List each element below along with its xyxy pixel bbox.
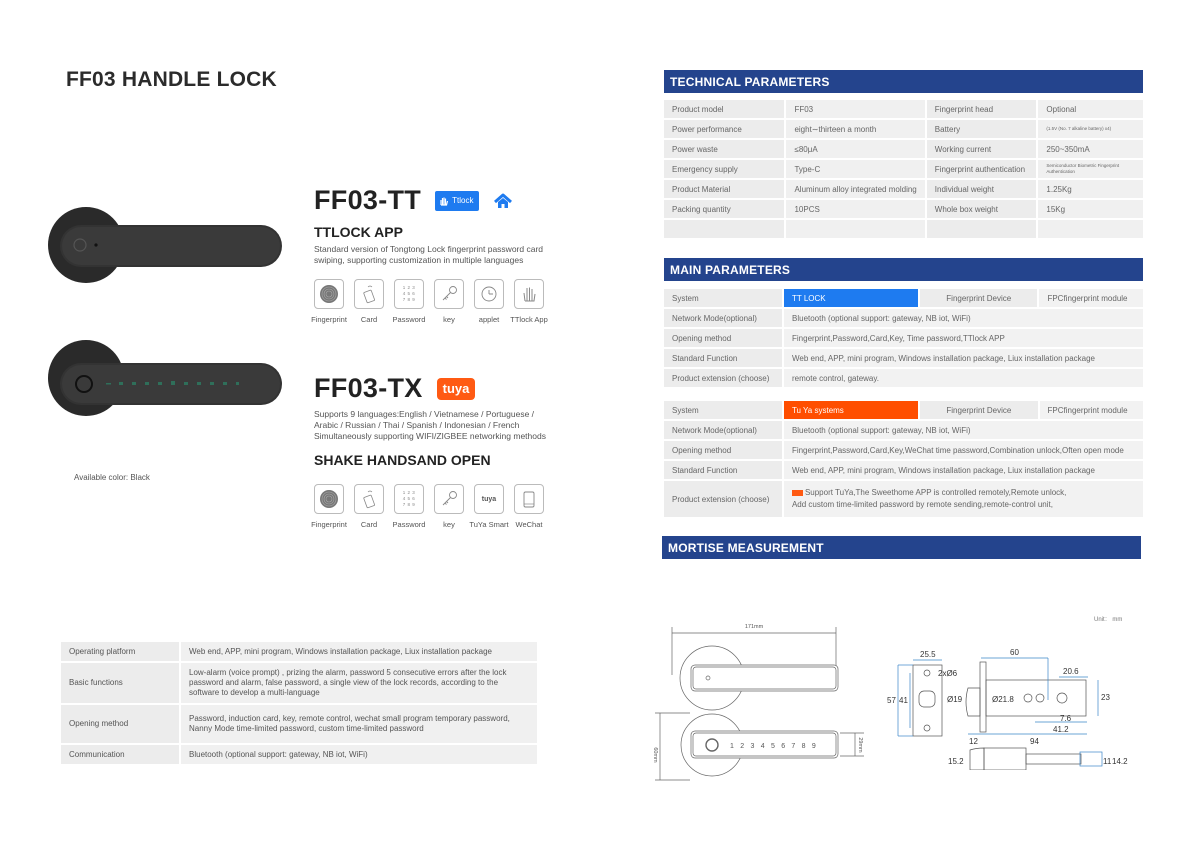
param-key: Product model [664, 100, 784, 118]
ff03-tt-heading [314, 185, 513, 216]
mortise-measurement-header: MORTISE MEASUREMENT [662, 536, 1141, 559]
param-value: (1.5V (No. 7 alkaline battery) x4) [1038, 120, 1143, 138]
param-key: Opening method [664, 441, 782, 459]
param-value: Web end, APP, mini program, Windows installation package, Liux installation package [784, 461, 1143, 479]
param-key: Network Mode(optional) [664, 421, 782, 439]
feature-password [394, 279, 424, 324]
dim-label: 7.6 [1060, 714, 1072, 723]
card-icon [359, 284, 379, 304]
lock-handle-ttlock-image [44, 205, 284, 285]
param-key: Battery [927, 120, 1037, 138]
table-row [61, 663, 537, 703]
description-line: swiping, supporting customization in multiple languages [314, 255, 524, 265]
table-row [664, 200, 1143, 218]
feature-label: applet [478, 315, 500, 324]
ff03-tx-feature-icons [311, 484, 544, 529]
row-key: Operating platform [61, 642, 181, 661]
feature-applet [474, 279, 504, 324]
param-value: Fingerprint,Password,Card,Key, Time password,TTlock APP [784, 329, 1143, 347]
feature-label: Fingerprint [311, 520, 347, 529]
keypad-row: 4 5 6 [402, 496, 416, 501]
param-value: Bluetooth (optional support: gateway, NB iot, WiFi) [784, 421, 1143, 439]
row-key: Opening method [61, 705, 181, 743]
ff03-tx-model-title: FF03-TX [314, 373, 423, 403]
table-row [664, 289, 1143, 307]
technical-parameters-header: TECHNICAL PARAMETERS [664, 70, 1143, 93]
param-key: Opening method [664, 329, 782, 347]
table-row [61, 745, 537, 764]
row-key: Basic functions [61, 663, 181, 703]
dim-label: 12 [969, 737, 978, 746]
table-row [664, 441, 1143, 459]
keypad-row: 4 5 6 [402, 291, 416, 296]
key-icon [439, 489, 459, 509]
extension-line: Support TuYa,The Sweethome APP is controlled remotely,Remote unlock, [804, 488, 1067, 497]
description-line: Simultaneously supporting WIFI/ZIGBEE networking methods [314, 431, 546, 441]
param-key: Emergency supply [664, 160, 784, 178]
table-row [61, 642, 537, 661]
feature-label: TTlock App [510, 315, 548, 324]
param-value: Web end, APP, mini program, Windows installation package, Liux installation package [784, 349, 1143, 367]
dim-label: 25.5 [920, 650, 936, 659]
dim-label: 41 [899, 696, 908, 705]
feature-key [434, 279, 464, 324]
ttlock-badge-label: Ttlock [452, 196, 474, 205]
param-key: Fingerprint authentication [927, 160, 1037, 178]
ff03-tt-description [314, 244, 554, 266]
feature-label: WeChat [515, 520, 543, 529]
param-key: System [664, 401, 782, 419]
param-value: FF03 [786, 100, 924, 118]
empty-cell [1038, 220, 1143, 238]
key-icon [439, 284, 459, 304]
param-key: Power waste [664, 140, 784, 158]
param-value: FPCfingerprint module [1040, 401, 1144, 419]
row-key: Communication [61, 745, 181, 764]
dim-label: Ø19 [947, 695, 963, 704]
ff03-tx-description [314, 409, 554, 442]
param-key: Fingerprint head [927, 100, 1037, 118]
table-row [664, 309, 1143, 327]
feature-label: Fingerprint [311, 315, 347, 324]
unit-label: Unit： mm [1094, 617, 1123, 623]
system-value-tuya: Tu Ya systems [784, 401, 918, 419]
feature-password [394, 484, 424, 529]
param-key: Working current [927, 140, 1037, 158]
param-value: Bluetooth (optional support: gateway, NB iot, WiFi) [784, 309, 1143, 327]
param-key: Standard Function [664, 349, 782, 367]
dim-label: 41.2 [1053, 725, 1069, 734]
description-line: Arabic / Russian / Thai / Spanish / Indonesian / French [314, 420, 520, 430]
feature-card [354, 279, 384, 324]
param-key: Product extension (choose) [664, 369, 782, 387]
tuya-icon-text: tuya [481, 495, 497, 503]
tuya-icon [474, 484, 504, 514]
param-key: Fingerprint Device [920, 401, 1037, 419]
param-value: eight∼thirteen a month [786, 120, 924, 138]
table-row [664, 140, 1143, 158]
param-key: Network Mode(optional) [664, 309, 782, 327]
lock-features-table [61, 640, 537, 766]
description-line: Standard version of Tongtong Lock fingerprint password card [314, 244, 544, 254]
feature-label: key [443, 520, 455, 529]
table-row [664, 160, 1143, 178]
param-value: 1.25Kg [1038, 180, 1143, 198]
keypad-row: 1 2 3 [402, 490, 416, 495]
empty-cell [664, 220, 784, 238]
technical-parameters-table [662, 98, 1145, 240]
dim-label: 57 [887, 696, 896, 705]
available-color-label: Available color: Black [74, 473, 150, 482]
keypad-digits-label: 1 2 3 4 5 6 7 8 9 [730, 743, 818, 750]
empty-cell [927, 220, 1037, 238]
ff03-tt-subtitle: TTLOCK APP [314, 224, 403, 240]
row-value: Password, induction card, key, remote control, wechat small program temporary password, Nanny Mode time-limited password, custom time-limited password [181, 705, 537, 743]
dim-label: 14.2 [1112, 757, 1128, 766]
fingerprint-icon [318, 488, 340, 510]
param-value: Fingerprint,Password,Card,Key,WeChat time password,Combination unlock,Often open mode [784, 441, 1143, 459]
tuya-badge: tuya [437, 378, 476, 400]
keypad-icon [394, 484, 424, 514]
card-icon [359, 489, 379, 509]
table-row [664, 100, 1143, 118]
lock-handle-tuya-image [44, 338, 284, 418]
phone-icon [519, 489, 539, 509]
dim-label: 20.6 [1063, 667, 1079, 676]
table-row-empty [664, 220, 1143, 238]
param-value: ≤80μA [786, 140, 924, 158]
feature-fingerprint [311, 484, 347, 529]
dim-length-label: 171mm [744, 624, 764, 630]
param-value: Aluminum alloy integrated molding [786, 180, 924, 198]
feature-fingerprint [311, 279, 347, 324]
description-line: Supports 9 languages:English / Vietnamese / Portuguese / [314, 409, 535, 419]
table-row [664, 349, 1143, 367]
keypad-icon [394, 279, 424, 309]
feature-key [434, 484, 464, 529]
dim-label: 60 [1010, 648, 1019, 657]
row-value: Bluetooth (optional support: gateway, NB iot, WiFi) [181, 745, 537, 764]
table-row [664, 401, 1143, 419]
param-key: Whole box weight [927, 200, 1037, 218]
table-row [664, 481, 1143, 517]
handle-dimension-drawing [650, 615, 865, 785]
main-parameters-header: MAIN PARAMETERS [664, 258, 1143, 281]
param-key: Fingerprint Device [920, 289, 1037, 307]
dim-rose-label: 60mm [652, 747, 658, 763]
system-value-ttlock: TT LOCK [784, 289, 918, 307]
param-value: Semiconductor Biometric Fingerprint Authentication [1038, 160, 1143, 178]
table-row [664, 421, 1143, 439]
table-row [664, 461, 1143, 479]
keypad-row: 7 8 9 [402, 297, 416, 302]
table-row [664, 180, 1143, 198]
param-value: 15Kg [1038, 200, 1143, 218]
feature-label: Password [392, 520, 426, 529]
dim-label: 94 [1030, 737, 1039, 746]
row-value: Web end, APP, mini program, Windows installation package, Liux installation package [181, 642, 537, 661]
table-row [664, 369, 1143, 387]
dim-label: 11 [1103, 757, 1112, 766]
feature-tuya-smart [469, 484, 509, 529]
param-value: 250~350mA [1038, 140, 1143, 158]
ff03-tt-model-title: FF03-TT [314, 185, 422, 215]
empty-cell [786, 220, 924, 238]
main-parameters-tuya-table [662, 399, 1145, 519]
row-value: Low-alarm (voice prompt) , prizing the alarm, password 5 consecutive errors after the lock password and alarm, false password, a single view of the lock records, according to the software to develop a multi-language [181, 663, 537, 703]
dim-label: 2xØ6 [938, 669, 958, 678]
param-key: Packing quantity [664, 200, 784, 218]
param-key: Individual weight [927, 180, 1037, 198]
ff03-tx-heading [314, 373, 475, 404]
dim-height-label: 29mm [857, 737, 863, 753]
latch-dimension-drawing [880, 640, 1140, 770]
param-key: Product extension (choose) [664, 481, 782, 517]
tuya-mini-logo-icon [792, 490, 803, 496]
dim-label: 15.2 [948, 757, 964, 766]
param-value: FPCfingerprint module [1039, 289, 1143, 307]
keypad-row: 1 2 3 [402, 285, 416, 290]
param-value: 10PCS [786, 200, 924, 218]
param-value: remote control, gateway. [784, 369, 1143, 387]
page-title: FF03 HANDLE LOCK [66, 68, 277, 91]
keypad-row: 7 8 9 [402, 502, 416, 507]
ff03-tt-feature-icons [311, 279, 548, 324]
dim-label: Ø21.8 [992, 695, 1014, 704]
clock-icon [479, 284, 499, 304]
feature-label: Password [392, 315, 426, 324]
home-icon [493, 193, 513, 209]
dim-label: 23 [1101, 693, 1110, 702]
param-key: System [664, 289, 782, 307]
table-row [61, 705, 537, 743]
param-key: Power performance [664, 120, 784, 138]
feature-wechat [514, 484, 544, 529]
param-key: Product Material [664, 180, 784, 198]
feature-ttlock-app [510, 279, 548, 324]
param-value: Optional [1038, 100, 1143, 118]
feature-card [354, 484, 384, 529]
fingerprint-icon [318, 283, 340, 305]
param-value [784, 481, 1143, 517]
table-row [664, 329, 1143, 347]
hand-icon [439, 196, 449, 206]
ff03-tx-subtitle: SHAKE HANDSAND OPEN [314, 452, 491, 468]
hand-icon [519, 284, 539, 304]
ttlock-badge [435, 191, 479, 211]
feature-label: Card [360, 520, 378, 529]
feature-label: TuYa Smart [469, 520, 509, 529]
param-value: Type-C [786, 160, 924, 178]
feature-label: key [443, 315, 455, 324]
param-key: Standard Function [664, 461, 782, 479]
table-row [664, 120, 1143, 138]
feature-label: Card [360, 315, 378, 324]
main-parameters-ttlock-table [662, 287, 1145, 389]
extension-line: Add custom time-limited password by remote sending,remote-control unit, [791, 500, 1053, 509]
